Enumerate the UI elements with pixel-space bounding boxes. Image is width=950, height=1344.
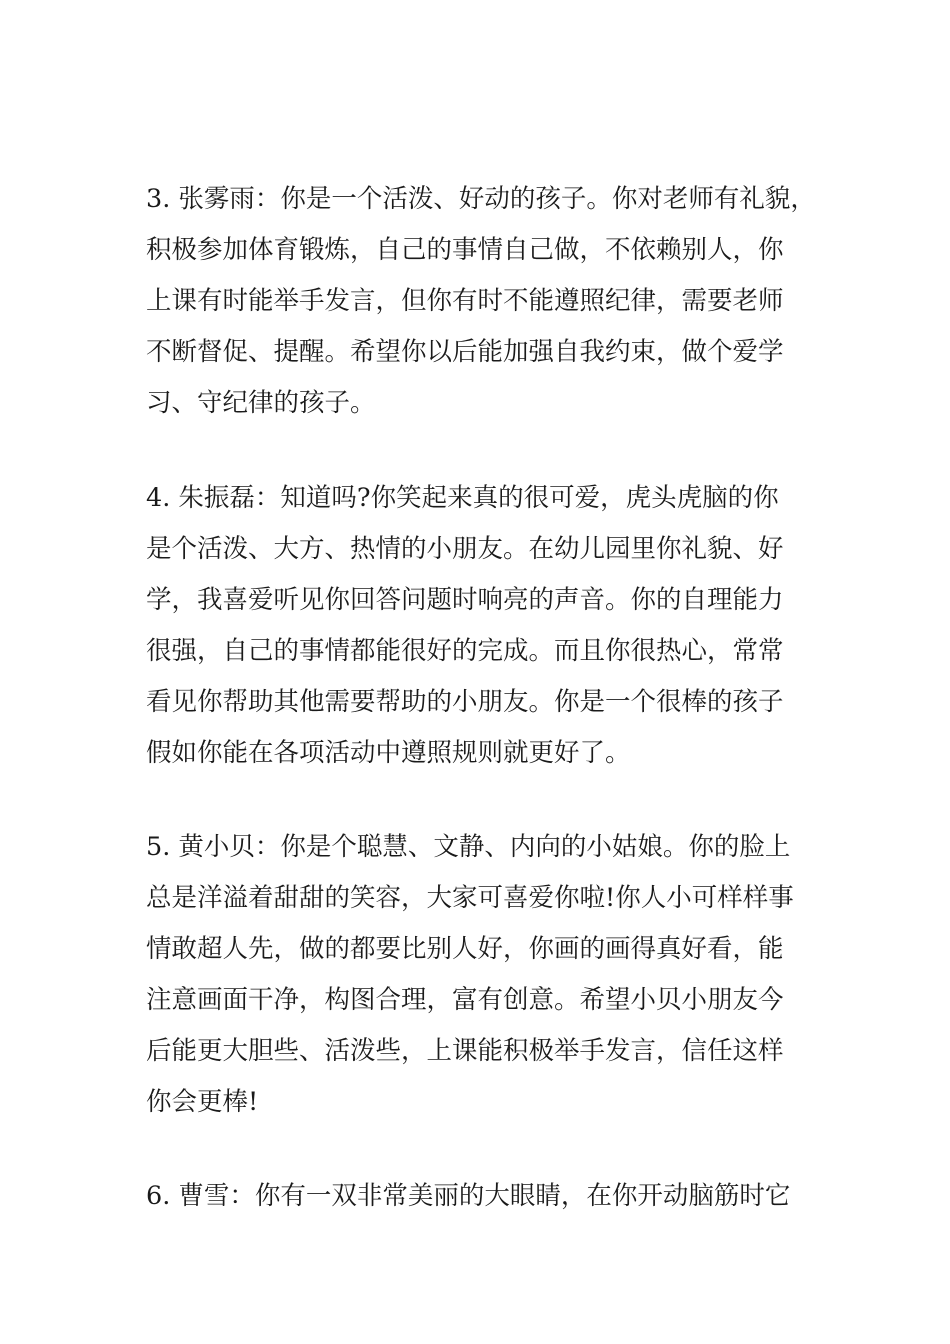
text-line: 很强，自己的事情都能很好的完成。而且你很热心，常常 <box>146 636 784 666</box>
paragraph-3 <box>146 174 846 429</box>
text-line: 你会更棒! <box>146 1087 259 1117</box>
paragraph-4 <box>146 473 846 779</box>
text-line: 注意画面干净，构图合理，富有创意。希望小贝小朋友今 <box>146 985 784 1015</box>
text-line: 习、守纪律的孩子。 <box>146 388 376 418</box>
text-line: 是个活泼、大方、热情的小朋友。在幼儿园里你礼貌、好 <box>146 534 784 564</box>
text-line: 上课有时能举手发言，但你有时不能遵照纪律，需要老师 <box>146 286 784 316</box>
text-line: 积极参加体育锻炼，自己的事情自己做，不依赖别人，你 <box>146 235 784 265</box>
paragraph-5 <box>146 822 846 1128</box>
text-line: 不断督促、提醒。希望你以后能加强自我约束，做个爱学 <box>146 337 784 367</box>
text-line: 总是洋溢着甜甜的笑容，大家可喜爱你啦!你人小可样样事 <box>146 883 794 913</box>
text-line: 6. 曹雪：你有一双非常美丽的大眼睛，在你开动脑筋时它 <box>146 1181 791 1211</box>
text-line: 假如你能在各项活动中遵照规则就更好了。 <box>146 738 631 768</box>
text-line: 学，我喜爱听见你回答问题时响亮的声音。你的自理能力 <box>146 585 784 615</box>
text-line: 4. 朱振磊：知道吗?你笑起来真的很可爱，虎头虎脑的你 <box>146 483 779 513</box>
text-line: 后能更大胆些、活泼些，上课能积极举手发言，信任这样 <box>146 1036 784 1066</box>
text-line: 情敢超人先，做的都要比别人好，你画的画得真好看，能 <box>146 934 784 964</box>
paragraph-6 <box>146 1171 846 1222</box>
text-line: 5. 黄小贝：你是个聪慧、文静、内向的小姑娘。你的脸上 <box>146 832 791 862</box>
text-line: 看见你帮助其他需要帮助的小朋友。你是一个很棒的孩子 <box>146 687 784 717</box>
text-line: 3. 张雾雨：你是一个活泼、好动的孩子。你对老师有礼貌， <box>146 184 816 214</box>
